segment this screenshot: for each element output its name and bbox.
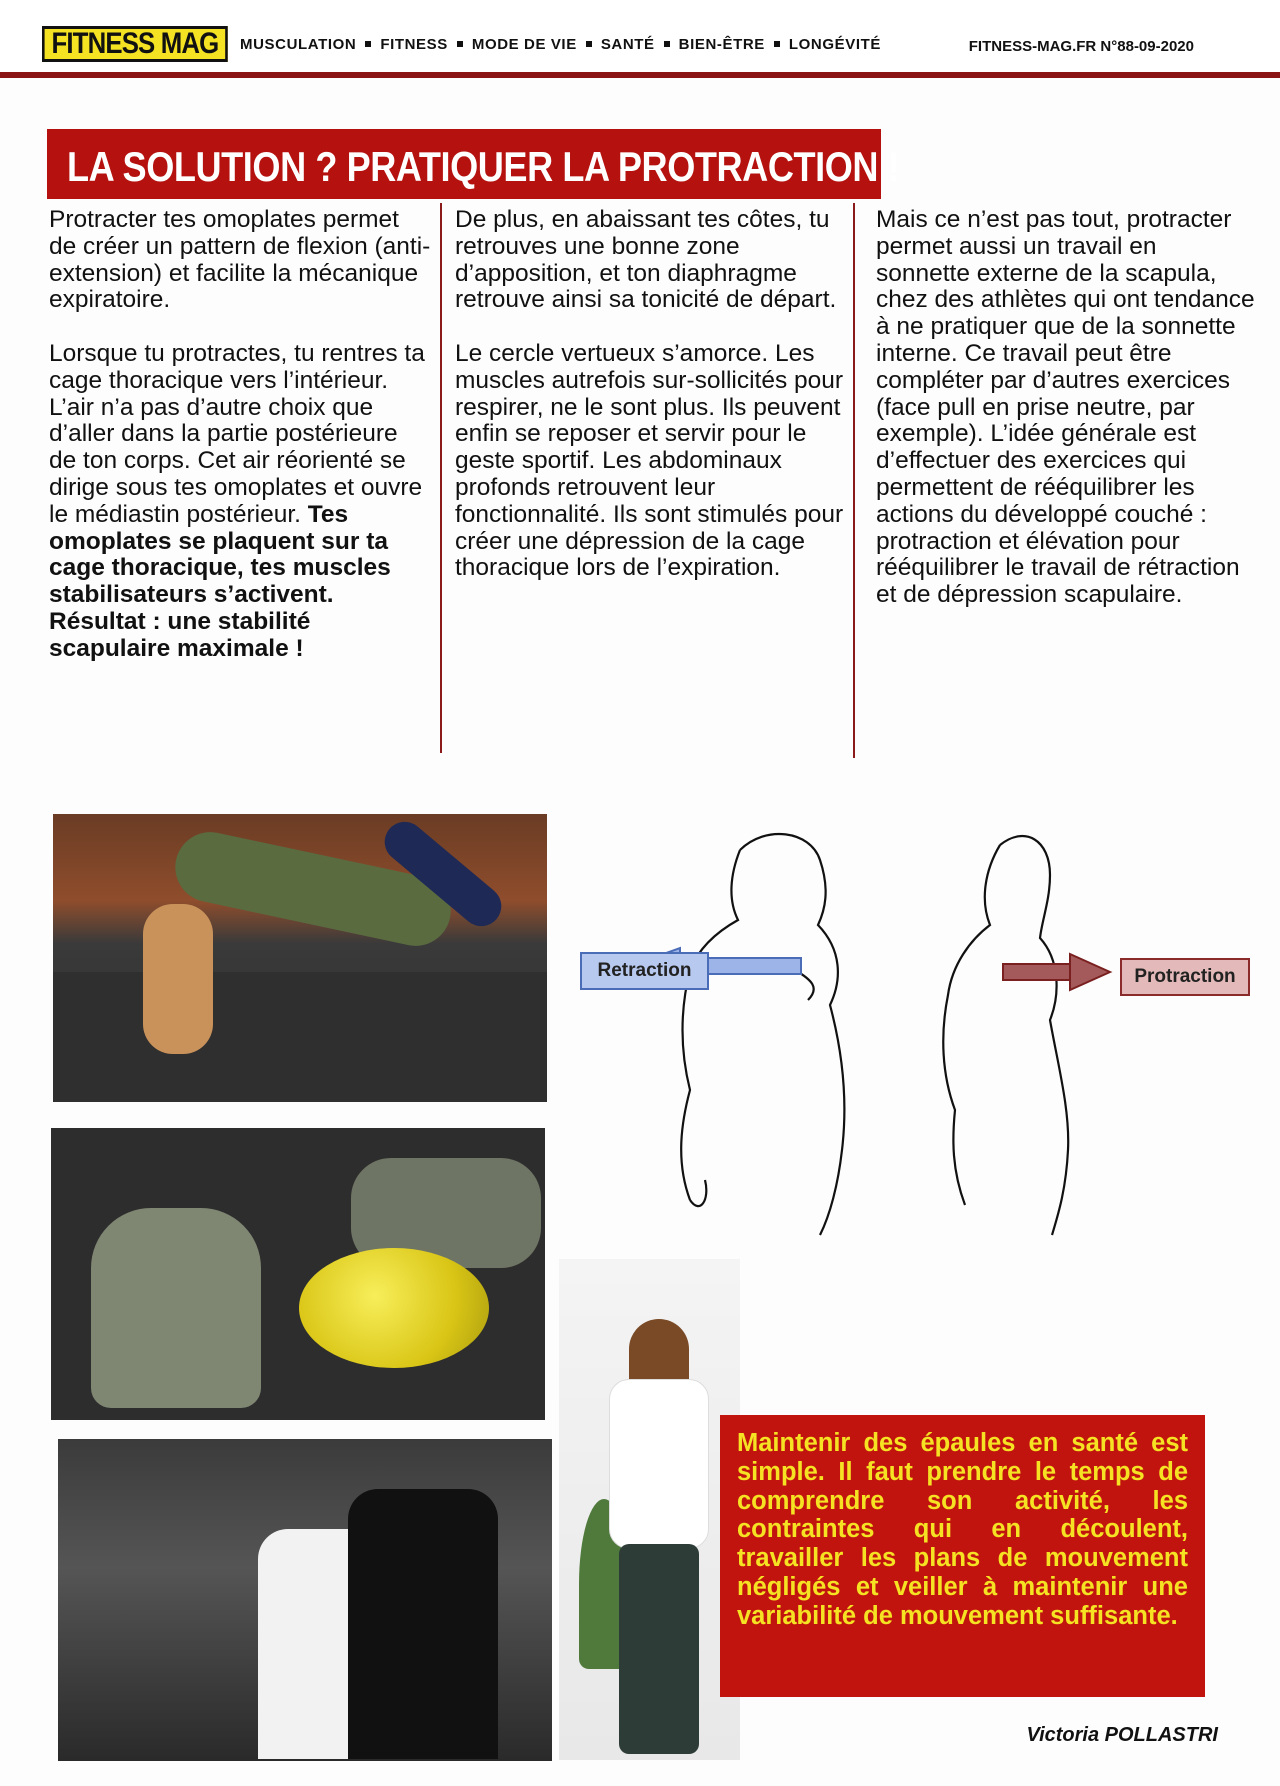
protraction-label: Protraction	[1120, 958, 1250, 996]
paragraph: Protracter tes omoplates permet de créer un pattern de flexion (anti-extension) et facilite la mécanique expiratoire.	[49, 206, 431, 314]
header-divider	[0, 72, 1280, 78]
scapula-movement-diagram	[580, 820, 1260, 1240]
paragraph-text: Lorsque tu protractes, tu rentres ta cage thoracique vers l’intérieur. L’air n’a pas d’autre choix que d’aller dans la partie postérieure de ton corps. Cet air réorienté se dirige sous tes omoplates et ouvre le médiastin postérieur.	[49, 339, 425, 528]
paragraph: Le cercle vertueux s’amorce. Les muscles autrefois sur-sollicités pour respirer, ne le sont plus. Ils peuvent enfin se reposer et servir pour le geste sportif. Les abdominaux profonds retrouvent leur fonctionnalité. Ils sont stimulés pour créer une dépression de la cage thoracique lors de l’expiration.	[455, 339, 844, 582]
photo-floor	[53, 972, 547, 1102]
section-title-banner	[47, 129, 900, 199]
nav-longevite[interactable]: LONGÉVITÉ	[788, 36, 881, 53]
article-column-2	[455, 207, 855, 609]
paragraph: De plus, en abaissant tes côtes, tu retrouves une bonne zone d’apposition, et ton diaphragme retrouve ainsi sa tonicité de départ.	[455, 206, 837, 314]
column-divider	[853, 203, 855, 758]
nav-mode-de-vie[interactable]: MODE DE VIE	[471, 36, 577, 53]
athlete-hair	[143, 904, 213, 1054]
protraction-silhouette	[943, 836, 1068, 1235]
nav-separator	[457, 41, 463, 47]
nav-sante[interactable]: SANTÉ	[600, 36, 655, 53]
article-column-1	[49, 207, 431, 689]
athlete-shirt	[609, 1379, 709, 1549]
athlete-figure	[348, 1489, 498, 1759]
magazine-logo[interactable]: FITNESS MAG	[42, 26, 228, 62]
retraction-silhouette	[681, 834, 844, 1235]
paragraph-bold-text: Tes omoplates se plaquent sur ta cage thoracique, tes muscles stabilisateurs s’activent. Résultat : une stabilité scapulaire maximale !	[49, 500, 391, 662]
section-nav	[240, 36, 881, 53]
swiss-ball-pushup-photo	[51, 1128, 545, 1420]
section-title: LA SOLUTION ? PRATIQUER LA PROTRACTION !	[67, 143, 900, 190]
nav-fitness[interactable]: FITNESS	[380, 36, 448, 53]
nav-separator	[774, 41, 780, 47]
column-divider	[440, 203, 442, 753]
paragraph: Mais ce n’est pas tout, protracter permet aussi un travail en sonnette externe de la scapula, chez des athlètes qui ont tendance à ne pratiquer que de la sonnette interne. Ce travail peut être compléter par d’autres exercices (face pull en prise neutre, par exemple). L’idée générale est d’effectuer des exercices qui permettent de rééquilibrer les actions du développé couché : protraction et élévation pour rééquilibrer le travail de rétraction et de dépression scapulaire.	[876, 206, 1255, 609]
plank-exercise-photo	[53, 814, 547, 1102]
article-column-3	[876, 207, 1256, 636]
page-header	[0, 0, 1280, 72]
diagram-svg	[580, 820, 1260, 1240]
nav-separator	[664, 41, 670, 47]
highlight-callout	[720, 1415, 1205, 1697]
paragraph	[49, 341, 431, 663]
nav-separator	[586, 41, 592, 47]
swiss-ball	[299, 1248, 489, 1368]
nav-separator	[365, 41, 371, 47]
nav-musculation[interactable]: MUSCULATION	[240, 36, 357, 53]
issue-number: FITNESS-MAG.FR N°88-09-2020	[968, 38, 1194, 55]
cable-exercise-photo	[58, 1439, 552, 1761]
author-byline: Victoria POLLASTRI	[1026, 1724, 1218, 1746]
coach-figure	[91, 1208, 261, 1408]
retraction-label: Retraction	[580, 952, 709, 990]
athlete-legs	[619, 1544, 699, 1754]
callout-text: Maintenir des épaules en santé est simple. Il faut prendre le temps de comprendre son activité, les contraintes qui en découlent, travailler les plans de mouvement négligés et veiller à maintenir une variabilité de mouvement suffisante.	[737, 1429, 1188, 1630]
nav-bien-etre[interactable]: BIEN-ÊTRE	[678, 36, 765, 53]
band-exercise-photo	[559, 1259, 740, 1760]
